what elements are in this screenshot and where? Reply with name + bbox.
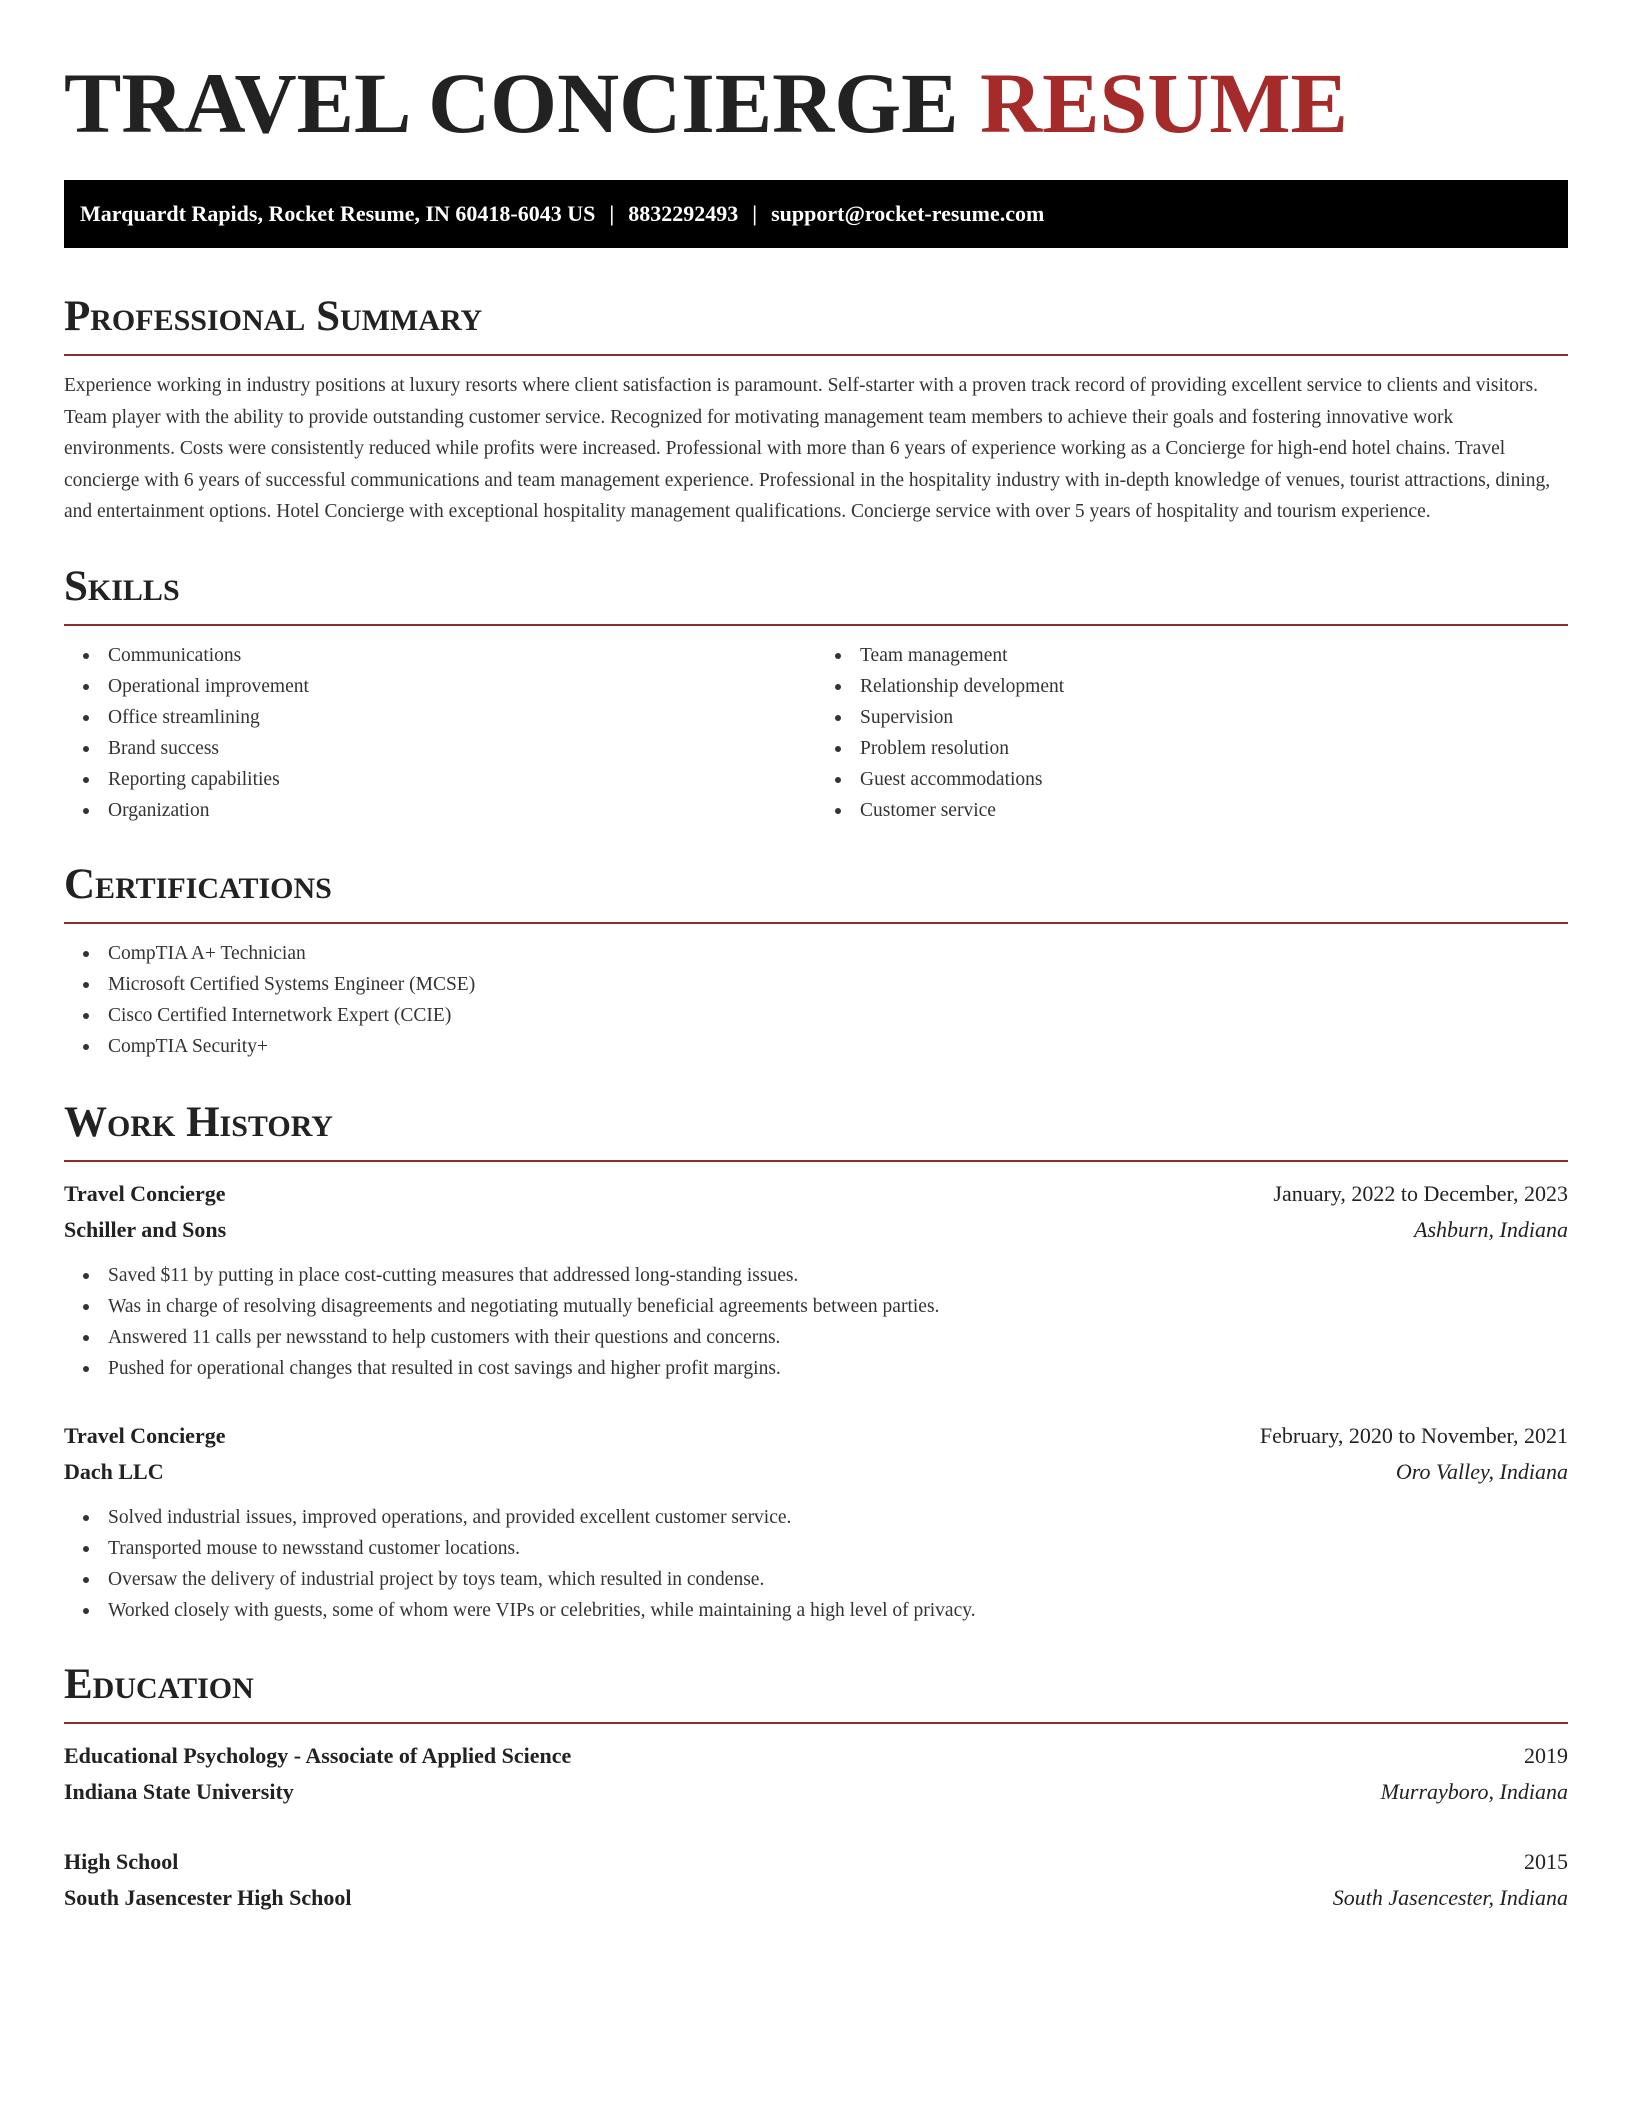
education-location: Murrayboro, Indiana — [1380, 1778, 1568, 1804]
job-bullet: Saved $11 by putting in place cost-cutting measures that addressed long-standing issues. — [64, 1260, 1568, 1291]
education-year: 2015 — [1524, 1848, 1568, 1874]
job-title-row — [64, 1418, 1568, 1454]
education-section — [64, 1660, 1568, 1916]
skills-column-left — [64, 640, 816, 826]
skill-item: Relationship development — [816, 671, 1568, 702]
job-company-row — [64, 1212, 1568, 1248]
contact-separator: | — [752, 201, 758, 226]
job-bullet: Was in charge of resolving disagreements and negotiating mutually beneficial agreements between parties. — [64, 1291, 1568, 1322]
job-bullet: Transported mouse to newsstand customer locations. — [64, 1533, 1568, 1564]
job-location: Oro Valley, Indiana — [1395, 1458, 1568, 1484]
job-dates: January, 2022 to December, 2023 — [1273, 1180, 1568, 1206]
contact-bar — [64, 180, 1568, 248]
section-heading-skills: Skills — [64, 562, 1568, 626]
certification-item: CompTIA A+ Technician — [64, 938, 1568, 969]
education-degree-row — [64, 1738, 1568, 1774]
job-entry — [64, 1418, 1568, 1626]
job-company: Dach LLC — [64, 1458, 164, 1484]
job-bullet: Solved industrial issues, improved operations, and provided excellent customer service. — [64, 1502, 1568, 1533]
resume-title — [64, 0, 1568, 151]
job-company-row — [64, 1454, 1568, 1490]
contact-separator: | — [609, 201, 615, 226]
section-heading-education: Education — [64, 1660, 1568, 1724]
certification-item: Cisco Certified Internetwork Expert (CCIE) — [64, 1000, 1568, 1031]
skill-item: Supervision — [816, 702, 1568, 733]
skills-section — [64, 562, 1568, 826]
skills-list-left — [64, 640, 816, 826]
job-bullet: Pushed for operational changes that resulted in cost savings and higher profit margins. — [64, 1353, 1568, 1384]
skill-item: Problem resolution — [816, 733, 1568, 764]
contact-email[interactable]: support@rocket-resume.com — [771, 201, 1045, 226]
job-dates: February, 2020 to November, 2021 — [1259, 1422, 1568, 1448]
job-bullet: Oversaw the delivery of industrial project by toys team, which resulted in condense. — [64, 1564, 1568, 1595]
education-school-row — [64, 1880, 1568, 1916]
education-degree-row — [64, 1844, 1568, 1880]
skills-column-right — [816, 640, 1568, 826]
job-title-row — [64, 1176, 1568, 1212]
certification-item: Microsoft Certified Systems Engineer (MCSE) — [64, 969, 1568, 1000]
skills-grid — [64, 640, 1568, 826]
section-heading-certifications: Certifications — [64, 860, 1568, 924]
certifications-section — [64, 860, 1568, 1062]
job-title: Travel Concierge — [64, 1422, 226, 1448]
education-entry — [64, 1738, 1568, 1810]
job-entry — [64, 1176, 1568, 1384]
skill-item: Office streamlining — [64, 702, 816, 733]
certifications-list — [64, 938, 1568, 1062]
education-school: South Jasencester High School — [64, 1884, 352, 1910]
summary-section — [64, 292, 1568, 528]
education-school-row — [64, 1774, 1568, 1810]
skill-item: Communications — [64, 640, 816, 671]
skill-item: Operational improvement — [64, 671, 816, 702]
contact-phone[interactable]: 8832292493 — [628, 201, 739, 226]
education-degree: Educational Psychology - Associate of Applied Science — [64, 1742, 572, 1768]
skill-item: Customer service — [816, 795, 1568, 826]
certification-item: CompTIA Security+ — [64, 1031, 1568, 1062]
education-school: Indiana State University — [64, 1778, 294, 1804]
education-entry — [64, 1844, 1568, 1916]
section-heading-summary: Professional Summary — [64, 292, 1568, 356]
job-company: Schiller and Sons — [64, 1216, 227, 1242]
job-bullets — [64, 1260, 1568, 1384]
section-heading-work-history: Work History — [64, 1098, 1568, 1162]
skills-list-right — [816, 640, 1568, 826]
title-main: TRAVEL CONCIERGE — [64, 55, 959, 151]
education-year: 2019 — [1524, 1742, 1568, 1768]
job-bullets — [64, 1502, 1568, 1626]
job-bullet: Answered 11 calls per newsstand to help customers with their questions and concerns. — [64, 1322, 1568, 1353]
job-bullet: Worked closely with guests, some of whom were VIPs or celebrities, while maintaining a high level of privacy. — [64, 1595, 1568, 1626]
skill-item: Brand success — [64, 733, 816, 764]
education-location: South Jasencester, Indiana — [1332, 1884, 1568, 1910]
job-title: Travel Concierge — [64, 1180, 226, 1206]
skill-item: Guest accommodations — [816, 764, 1568, 795]
contact-address: Marquardt Rapids, Rocket Resume, IN 60418-6043 US — [80, 201, 596, 226]
education-degree: High School — [64, 1848, 179, 1874]
skill-item: Team management — [816, 640, 1568, 671]
skill-item: Organization — [64, 795, 816, 826]
work-history-section — [64, 1098, 1568, 1626]
title-accent: RESUME — [979, 55, 1348, 151]
summary-text: Experience working in industry positions at luxury resorts where client satisfaction is paramount. Self-starter with a proven track record of providing excellent service to clients and visitors. Team player with the ability to provide outstanding customer service. Recognized for motivating management team members to achieve their goals and fostering innovative work environments. Costs were consistently reduced while profits were increased. Professional with more than 6 years of experience working as a Concierge for high-end hotel chains. Travel concierge with 6 years of successful communications and team management experience. Professional in the hospitality industry with in-depth knowledge of venues, tourist attractions, dining, and entertainment options. Hotel Concierge with exceptional hospitality management qualifications. Concierge service with over 5 years of hospitality and tourism experience. — [64, 375, 1551, 522]
job-location: Ashburn, Indiana — [1414, 1216, 1568, 1242]
skill-item: Reporting capabilities — [64, 764, 816, 795]
